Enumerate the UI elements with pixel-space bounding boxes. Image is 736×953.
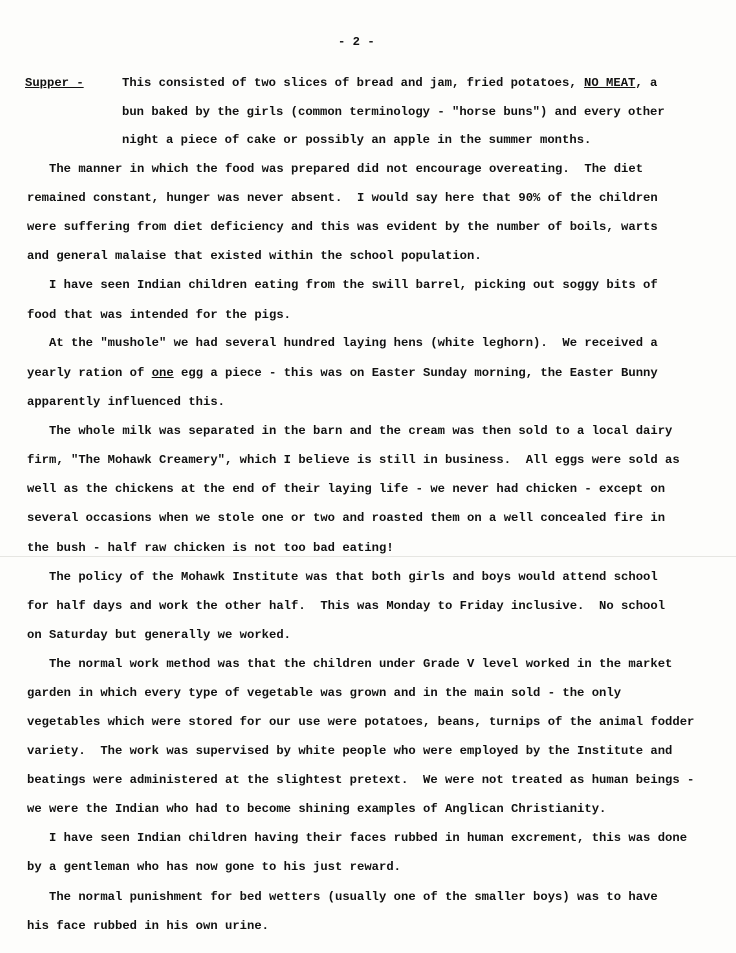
text-line: apparently influenced this. [27, 395, 226, 409]
text-line: remained constant, hunger was never absent. I would say here that 90% of the children [27, 191, 658, 205]
text-line: by a gentleman who has now gone to his just reward. [27, 860, 402, 874]
text-line: I have seen Indian children having their faces rubbed in human excrement, this was done [49, 831, 688, 845]
supper-label: Supper - [25, 76, 84, 90]
text-line: firm, "The Mohawk Creamery", which I believe is still in business. All eggs were sold as [27, 453, 680, 467]
supper-line-1-start: This consisted of two slices of bread and jam, fried potatoes, [122, 76, 585, 90]
page-number: - 2 - [338, 35, 375, 49]
text-line: The normal punishment for bed wetters (usually one of the smaller boys) was to have [49, 890, 658, 904]
text-line: his face rubbed in his own urine. [27, 919, 270, 933]
text-line: on Saturday but generally we worked. [27, 628, 292, 642]
text-line: The whole milk was separated in the barn and the cream was then sold to a local dairy [49, 424, 673, 438]
page-fold-line [0, 556, 736, 557]
text-line: The manner in which the food was prepared did not encourage overeating. The diet [49, 162, 644, 176]
text-line: for half days and work the other half. This was Monday to Friday inclusive. No school [27, 599, 666, 613]
text-line: At the "mushole" we had several hundred laying hens (white leghorn). We received a [49, 336, 658, 350]
text-line: I have seen Indian children eating from the swill barrel, picking out soggy bits of [49, 278, 658, 292]
egg-line-start: yearly ration of [27, 366, 152, 380]
egg-line-end: egg a piece - this was on Easter Sunday morning, the Easter Bunny [173, 366, 658, 380]
text-line: garden in which every type of vegetable was grown and in the main sold - the only [27, 686, 622, 700]
text-line: several occasions when we stole one or two and roasted them on a well concealed fire in [27, 511, 666, 525]
text-line: The normal work method was that the children under Grade V level worked in the market [49, 657, 673, 671]
text-line: we were the Indian who had to become shining examples of Anglican Christianity. [27, 802, 607, 816]
text-line: variety. The work was supervised by white people who were employed by the Institute and [27, 744, 673, 758]
text-line: vegetables which were stored for our use were potatoes, beans, turnips of the animal fodder [27, 715, 695, 729]
text-line: and general malaise that existed within the school population. [27, 249, 482, 263]
text-line: were suffering from diet deficiency and this was evident by the number of boils, warts [27, 220, 658, 234]
no-meat-emphasis: NO MEAT [584, 76, 636, 90]
egg-ration-line [27, 365, 658, 381]
supper-line-1-end: , a [635, 76, 658, 90]
supper-line-1 [122, 75, 657, 91]
one-emphasis: one [151, 366, 174, 380]
text-line: beatings were administered at the slightest pretext. We were not treated as human beings - [27, 773, 695, 787]
text-line: well as the chickens at the end of their laying life - we never had chicken - except on [27, 482, 666, 496]
supper-line-3: night a piece of cake or possibly an apple in the summer months. [122, 133, 592, 147]
text-line: the bush - half raw chicken is not too bad eating! [27, 541, 394, 555]
text-line: food that was intended for the pigs. [27, 308, 292, 322]
text-line: The policy of the Mohawk Institute was that both girls and boys would attend school [49, 570, 658, 584]
supper-line-2: bun baked by the girls (common terminology - "horse buns") and every other [122, 105, 665, 119]
